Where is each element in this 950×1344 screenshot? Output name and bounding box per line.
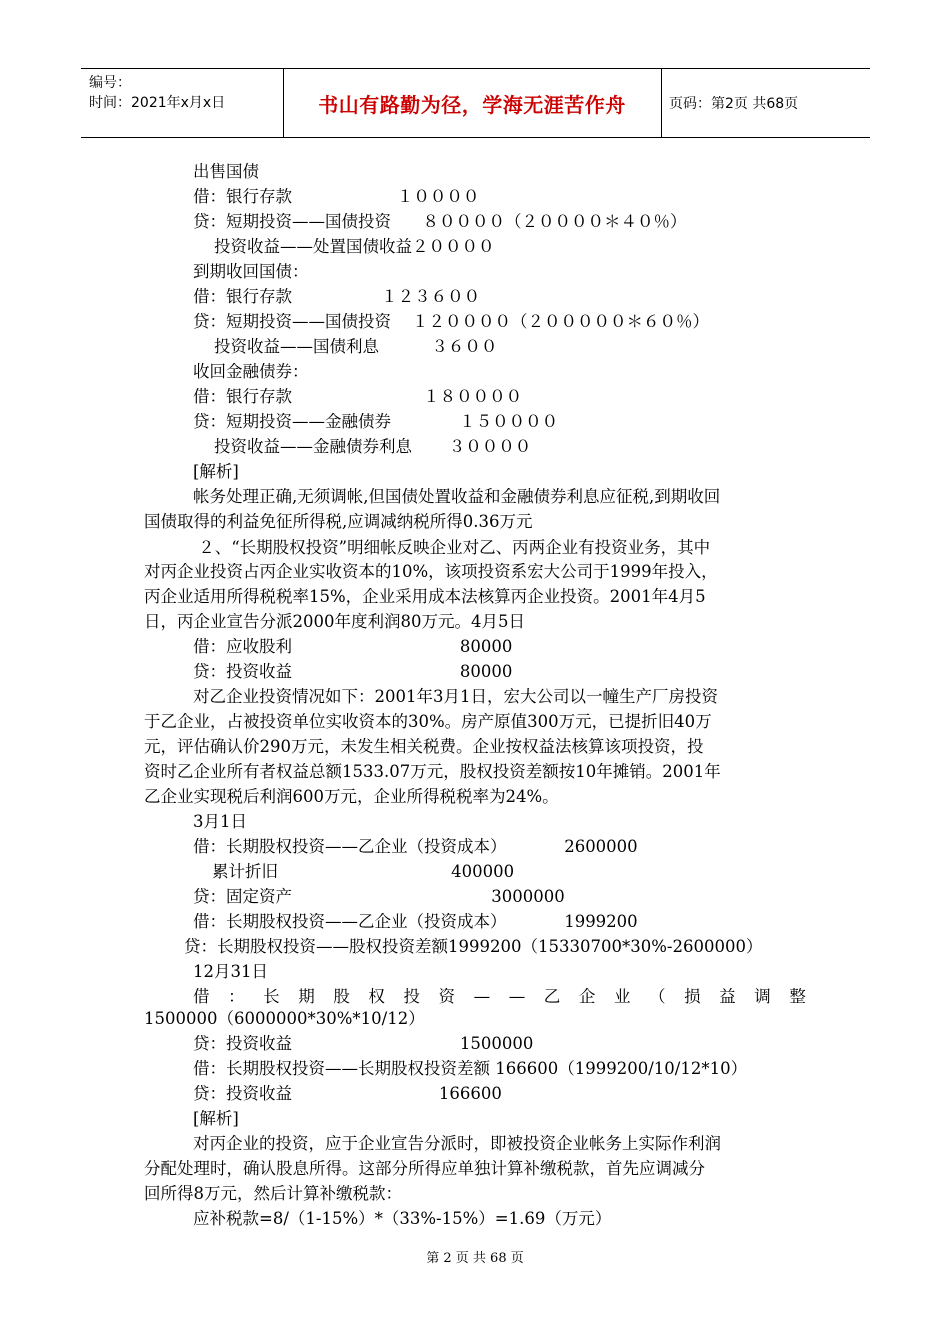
text-line: 投资收益——金融债券利息 ３００００ — [193, 437, 532, 456]
text-line: 借：银行存款 １２３６００ — [193, 287, 481, 306]
text-line: [解析] — [193, 462, 239, 481]
text-char: 权 — [368, 987, 385, 1006]
text-line: 对丙企业投资占丙企业实收资本的10%，该项投资系宏大公司于1999年投入， — [144, 562, 718, 581]
text-line: 贷：短期投资——金融债券 １５００００ — [193, 412, 559, 431]
text-char: （ — [649, 987, 666, 1006]
text-line: 贷：投资收益 1500000 — [193, 1034, 534, 1053]
text-line: 贷：短期投资——国债投资 １２００００（２０００００＊６０％） — [193, 312, 709, 331]
page-footer: 第 2 页 共 68 页 — [426, 1251, 524, 1266]
text-line: 回所得8万元，然后计算补缴税款： — [144, 1184, 402, 1203]
text-char: 乙 — [543, 987, 561, 1006]
text-line: 借：长期股权投资——乙企业（投资成本） 2600000 — [193, 837, 638, 856]
text-line: 应补税款=8/（1-15%）*（33%-15%）=1.69（万元） — [193, 1209, 612, 1228]
header-motto: 书山有路勤为径，学海无涯苦作舟 — [318, 92, 626, 117]
text-char: 业 — [613, 987, 631, 1006]
text-line: 借：银行存款 １８００００ — [193, 387, 523, 406]
text-line: [解析] — [193, 1109, 239, 1128]
text-line: 于乙企业，占被投资单位实收资本的30%。房产原值300万元，已提折旧40万 — [144, 712, 712, 731]
text-line: 借：长期股权投资——长期股权投资差额 166600（1999200/10/12*10） — [193, 1059, 748, 1078]
text-char: ： — [228, 987, 245, 1006]
text-line: 12月31日 — [193, 962, 268, 981]
text-line: 帐务处理正确,无须调帐,但国债处置收益和金融债券利息应征税,到期收回 — [193, 487, 721, 506]
header-page-info: 页码：第2页 共68页 — [669, 96, 799, 112]
text-char: — — [508, 987, 526, 1006]
text-line: 累计折旧 400000 — [212, 862, 515, 881]
text-char: — — [473, 987, 491, 1006]
text-line: 贷：固定资产 3000000 — [193, 887, 565, 906]
text-line: 投资收益——国债利息 ３６００ — [193, 337, 498, 356]
text-line: 贷：投资收益 80000 — [193, 662, 513, 681]
text-line: 贷：投资收益 166600 — [193, 1084, 502, 1103]
text-line: 出售国债 — [193, 162, 259, 181]
text-line: 资时乙企业所有者权益总额1533.07万元，股权投资差额按10年摊销。2001年 — [144, 762, 721, 781]
text-char: 资 — [438, 987, 456, 1006]
text-line: 1500000（6000000*30%*10/12） — [144, 1009, 425, 1028]
page-header — [81, 68, 870, 138]
text-line: ２、“长期股权投资”明细帐反映企业对乙、丙两企业有投资业务，其中 — [193, 538, 711, 557]
text-line: 贷：短期投资——国债投资 ８００００（２００００＊４０％） — [193, 212, 687, 231]
text-line: 元，评估确认价290万元，未发生相关税费。企业按权益法核算该项投资，投 — [144, 737, 704, 756]
text-line: 日，丙企业宣告分派2000年度利润80万元。4月5日 — [144, 612, 525, 631]
justified-text-line — [193, 986, 806, 1008]
text-char: 股 — [333, 987, 350, 1006]
text-line: 投资收益——处置国债收益２００００ — [193, 237, 495, 256]
text-line: 借：银行存款 １００００ — [193, 187, 480, 206]
text-line: 到期收回国债： — [193, 262, 309, 281]
text-char: 借 — [193, 987, 210, 1006]
document-date: 时间：2021年x月x日 — [89, 95, 226, 111]
text-char: 长 — [263, 987, 280, 1006]
text-char: 调 — [754, 987, 771, 1006]
text-line: 对丙企业的投资，应于企业宣告分派时，即被投资企业帐务上实际作利润 — [193, 1134, 721, 1153]
text-char: 损 — [684, 987, 701, 1006]
text-line: 收回金融债券： — [193, 362, 309, 381]
text-char: 企 — [578, 987, 596, 1006]
text-line: 借：长期股权投资——乙企业（投资成本） 1999200 — [193, 912, 638, 931]
text-line: 3月1日 — [193, 812, 247, 831]
text-char: 整 — [789, 987, 806, 1006]
text-line: 国债取得的利益免征所得税,应调减纳税所得0.36万元 — [144, 512, 533, 531]
text-char: 益 — [719, 987, 736, 1006]
text-line: 分配处理时，确认股息所得。这部分所得应单独计算补缴税款，首先应调减分 — [144, 1159, 705, 1178]
text-line: 对乙企业投资情况如下：2001年3月1日，宏大公司以一幢生产厂房投资 — [193, 687, 718, 706]
text-line: 借：应收股利 80000 — [193, 637, 513, 656]
text-line: 贷：长期股权投资——股权投资差额1999200（15330700*30%-2600000） — [184, 937, 763, 956]
document-number-label: 编号： — [89, 75, 131, 91]
header-left — [89, 73, 225, 113]
text-line: 丙企业适用所得税税率15%，企业采用成本法核算丙企业投资。2001年4月5 — [144, 587, 706, 606]
header-divider — [661, 69, 662, 137]
text-char: 投 — [403, 987, 420, 1006]
text-line: 乙企业实现税后利润600万元，企业所得税税率为24%。 — [144, 787, 559, 806]
text-char: 期 — [298, 987, 315, 1006]
